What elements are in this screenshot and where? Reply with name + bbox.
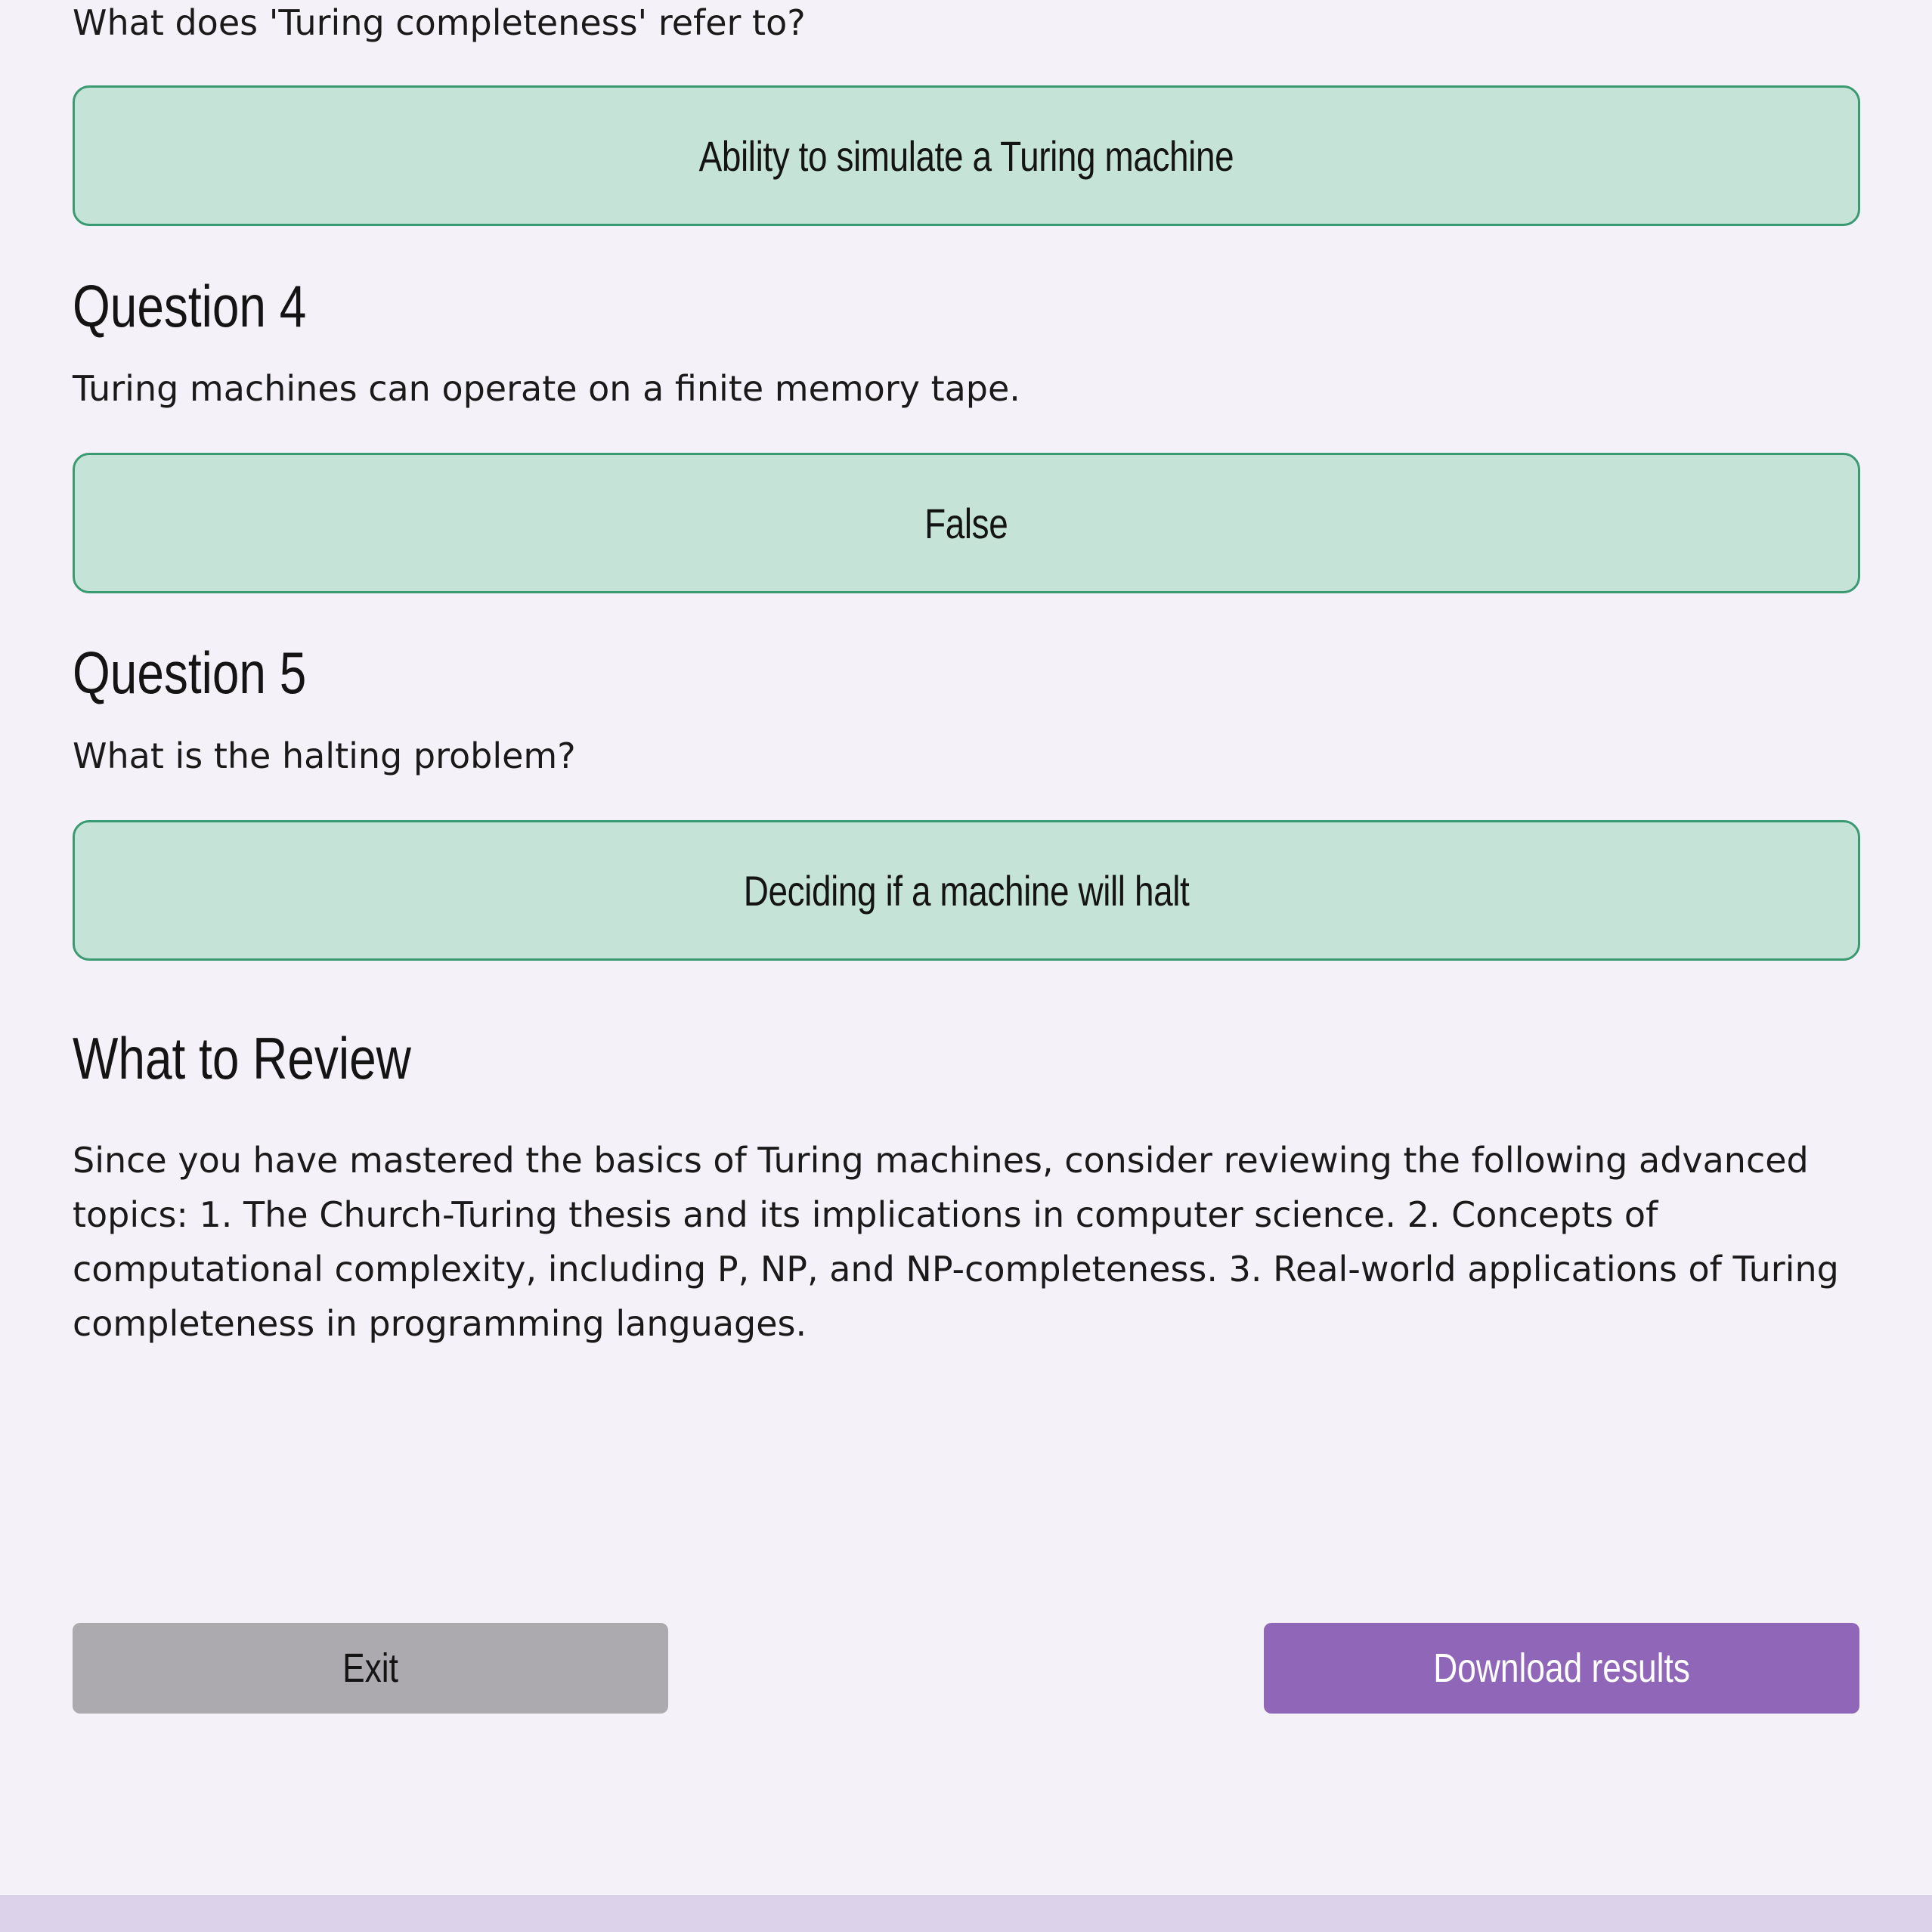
question-5-heading: Question 5 [73, 639, 307, 706]
question-4-text: Turing machines can operate on a finite memory tape. [73, 368, 1020, 409]
review-heading: What to Review [73, 1025, 411, 1091]
question-4-heading: Question 4 [73, 273, 307, 339]
download-results-button[interactable] [1264, 1623, 1859, 1714]
question-3-text: What does 'Turing completeness' refer to? [73, 2, 806, 43]
exit-button-label: Exit [342, 1646, 398, 1691]
review-body: Since you have mastered the basics of Turing machines, consider reviewing the following advanced topics: 1. The Church-Turing thesis and its implications in computer science. 2. Concepts of computational complexity, including P, NP, and NP-completeness. 3. Real-world applications of Turing completeness in programming languages. [73, 1140, 1839, 1344]
question-3-answer-label: Ability to simulate a Turing machine [698, 132, 1234, 180]
question-5-text: What is the halting problem? [73, 735, 576, 776]
question-5-answer [73, 820, 1860, 961]
question-4-answer [73, 453, 1860, 593]
question-3-answer [73, 85, 1860, 226]
question-5-answer-label: Deciding if a machine will halt [743, 866, 1190, 915]
question-4-answer-label: False [924, 499, 1008, 547]
exit-button[interactable] [73, 1623, 668, 1714]
footer-bar [0, 1895, 1932, 1932]
download-results-button-label: Download results [1433, 1646, 1690, 1691]
